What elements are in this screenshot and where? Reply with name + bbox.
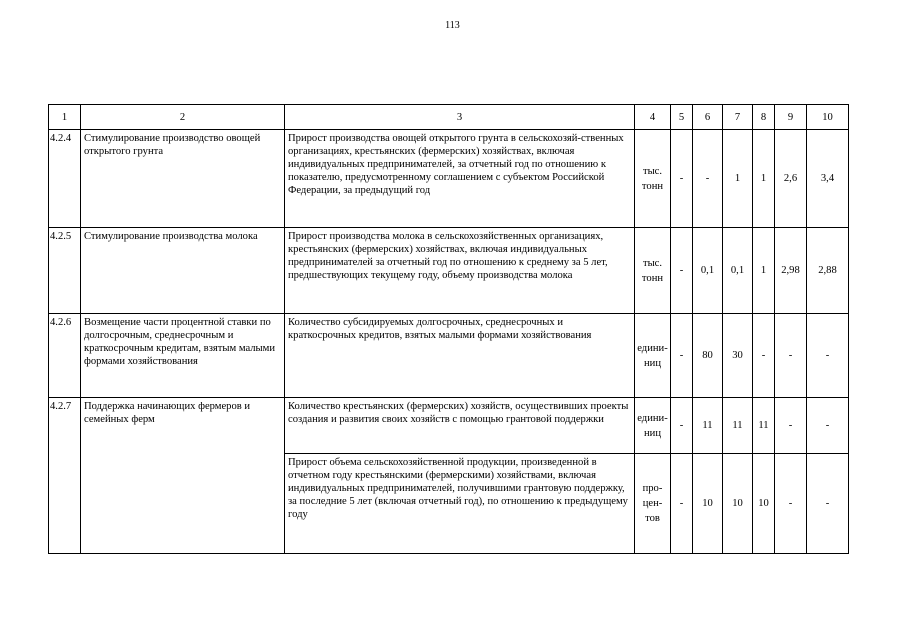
row-code: 4.2.5 [49,228,81,314]
row-value: 2,88 [807,228,849,314]
row-value: 10 [753,454,775,554]
row-measure: Поддержка начинающих фермеров и семейных ферм [81,398,285,554]
row-value: - [671,398,693,454]
row-unit: едини-ниц [635,314,671,398]
row-value: - [671,314,693,398]
row-value: 11 [753,398,775,454]
row-unit: про-цен-тов [635,454,671,554]
header-cell: 9 [775,105,807,130]
table-row [49,130,849,228]
row-value: - [693,130,723,228]
page-number: 113 [445,20,460,31]
row-code: 4.2.6 [49,314,81,398]
row-value: 3,4 [807,130,849,228]
row-indicator: Прирост объема сельскохозяйственной продукции, произведенной в отчетном году крестьянскими (фермерскими) хозяйствами, включая индивидуальных предпринимателей, получившими грантовую поддержку, за последние 5 лет (включая отчетный год), по отношению к предыдущему году [285,454,635,554]
row-value: 1 [753,130,775,228]
indicators-table [48,104,849,554]
row-value: 11 [723,398,753,454]
row-value: 10 [723,454,753,554]
row-value: 2,98 [775,228,807,314]
row-value: - [807,314,849,398]
header-row [49,105,849,130]
row-value: - [671,130,693,228]
header-cell: 8 [753,105,775,130]
row-indicator: Количество субсидируемых долгосрочных, среднесрочных и краткосрочных кредитов, взятых малыми формами хозяйствования [285,314,635,398]
row-unit: едини-ниц [635,398,671,454]
row-value: 80 [693,314,723,398]
row-value: 0,1 [693,228,723,314]
header-cell: 6 [693,105,723,130]
row-indicator: Количество крестьянских (фермерских) хозяйств, осуществивших проекты создания и развития своих хозяйств с помощью грантовой поддержки [285,398,635,454]
row-value: 2,6 [775,130,807,228]
header-cell: 4 [635,105,671,130]
row-value: 30 [723,314,753,398]
header-cell: 5 [671,105,693,130]
row-value: 0,1 [723,228,753,314]
row-measure: Стимулирование производства молока [81,228,285,314]
row-indicator: Прирост производства молока в сельскохозяйственных организациях, крестьянских (фермерских) хозяйствах, включая индивидуальных предпринимателей за отчетный год по отношению к среднему за 5 лет, предшествующих текущему году, объему производства молока [285,228,635,314]
row-value: - [807,398,849,454]
header-cell: 7 [723,105,753,130]
row-indicator: Прирост производства овощей открытого грунта в сельскохозяй-ственных организациях, крестьянских (фермерских) хозяйствах, включая индивидуальных предпринимателей, за отчетный год по отношению к показателю, предусмотренному соглашением с субъектом Российской Федерации, за предыдущий год [285,130,635,228]
row-value: - [753,314,775,398]
table-row [49,228,849,314]
table-row [49,314,849,398]
row-code: 4.2.4 [49,130,81,228]
header-cell: 3 [285,105,635,130]
table-row [49,398,849,454]
row-code: 4.2.7 [49,398,81,554]
row-value: - [775,314,807,398]
row-value: 1 [753,228,775,314]
header-cell: 10 [807,105,849,130]
header-cell: 1 [49,105,81,130]
row-value: 1 [723,130,753,228]
row-value: - [775,398,807,454]
row-value: - [775,454,807,554]
row-value: 10 [693,454,723,554]
row-measure: Стимулирование производство овощей открытого грунта [81,130,285,228]
row-unit: тыс. тонн [635,228,671,314]
row-value: - [671,228,693,314]
row-unit: тыс. тонн [635,130,671,228]
header-cell: 2 [81,105,285,130]
row-value: 11 [693,398,723,454]
row-measure: Возмещение части процентной ставки по долгосрочным, среднесрочным и краткосрочным кредитам, взятым малыми формами хозяйствования [81,314,285,398]
row-value: - [807,454,849,554]
row-value: - [671,454,693,554]
